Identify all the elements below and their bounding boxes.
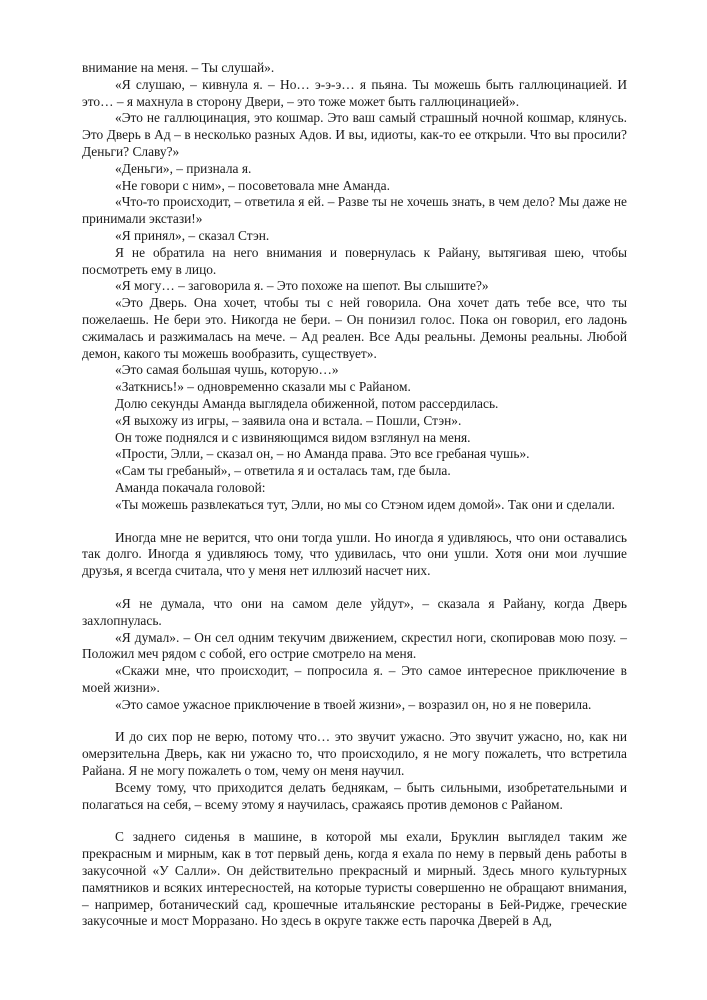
paragraph: «Это Дверь. Она хочет, чтобы ты с ней говорила. Она хочет дать тебе все, что ты пожелаешь. Не бери это. Никогда не бери. – Он понизил голос. Пока он говорил, его ладонь сжималась и разжималась на мече. – Ад реален. Все Ады реальны. Демоны реальны. Любой демон, какого ты можешь вообразить, существует». [82,295,627,361]
paragraph: С заднего сиденья в машине, в которой мы ехали, Бруклин выглядел таким же прекрасным и мирным, как в тот первый день, когда я ехала по нему в первый день работы в закусочной «У Салли». Он действительно прекрасный и мирный. Здесь много культурных памятников и всяких интересностей, на которые туристы совершенно не обращают внимания, – например, ботанический сад, крошечные итальянские рестораны в Бей-Ридже, греческие закусочные и мост Морразано. Но здесь в округе также есть парочка Дверей в Ад, [82,829,627,929]
paragraph: Он тоже поднялся и с извиняющимся видом взглянул на меня. [115,429,471,445]
paragraph: «Скажи мне, что происходит, – попросила я. – Это самое интересное приключение в моей жизни». [82,663,627,695]
paragraph: Иногда мне не верится, что они тогда ушли. Но иногда я удивляюсь, что они оставались так долго. Иногда я удивляюсь тому, что удивилась, что они ушли. Хотя они мои лучшие друзья, я всегда считала, что у меня нет иллюзий насчет них. [82,529,627,579]
paragraph: «Не говори с ним», – посоветовала мне Аманда. [115,177,390,193]
paragraph: Аманда покачала головой: [115,479,266,495]
paragraph: «Я выхожу из игры, – заявила она и встала. – Пошли, Стэн». [115,412,462,428]
paragraph: «Прости, Элли, – сказал он, – но Аманда права. Это все гребаная чушь». [115,446,530,462]
paragraph: «Я принял», – сказал Стэн. [115,227,270,243]
paragraph: «Я могу… – заговорила я. – Это похоже на шепот. Вы слышите?» [115,278,489,294]
paragraph: «Это не галлюцинация, это кошмар. Это ваш самый страшный ночной кошмар, клянусь. Это Дверь в Ад – в несколько разных Адов. И вы, идиоты, как-то ее открыли. Что вы просили? Деньги? Славу?» [82,110,627,159]
paragraph: «Сам ты гребаный», – ответила я и осталась там, где была. [115,463,451,479]
paragraph: «Заткнись!» – одновременно сказали мы с Райаном. [115,379,411,395]
paragraph: «Это самая большая чушь, которую…» [115,362,339,378]
paragraph: Всему тому, что приходится делать беднякам, – быть сильными, изобретательными и полагаться на себя, – всему этому я научилась, сражаясь против демонов с Райаном. [82,779,627,812]
page-text [82,60,627,930]
paragraph: «Я не думала, что они на самом деле уйдут», – сказала я Райану, когда Дверь захлопнулась. [82,595,627,628]
paragraph: Я не обратила на него внимания и повернулась к Райану, вытягивая шею, чтобы посмотреть ему в лицо. [82,244,627,277]
paragraph: Долю секунды Аманда выглядела обиженной, потом рассердилась. [115,395,499,411]
paragraph: «Что-то происходит, – ответила я ей. – Разве ты не хочешь знать, в чем дело? Мы даже не принимали экстази!» [82,194,627,227]
paragraph: И до сих пор не верю, потому что… это звучит ужасно. Это звучит ужасно, но, как ни омерзительна Дверь, как ни ужасно то, что происходило, я не могу пожалеть, что встретила Райана. Я не могу пожалеть о том, чему он меня научил. [82,729,627,779]
paragraph: «Деньги», – признала я. [115,160,252,176]
paragraph: внимание на меня. – Ты слушай». [82,60,275,75]
paragraph: «Я слушаю, – кивнула я. – Но… э-э-э… я пьяна. Ты можешь быть галлюцинацией. И это… – я махнула в сторону Двери, – это тоже может быть галлюцинацией». [82,76,627,109]
paragraph: «Это самое ужасное приключение в твоей жизни», – возразил он, но я не поверила. [115,696,592,712]
paragraph: «Ты можешь развлекаться тут, Элли, но мы со Стэном идем домой». Так они и сделали. [115,496,616,512]
paragraph: «Я думал». – Он сел одним текучим движением, скрестил ноги, скопировав мою позу. – Положил меч рядом с собой, его острие смотрело на меня. [82,629,627,662]
